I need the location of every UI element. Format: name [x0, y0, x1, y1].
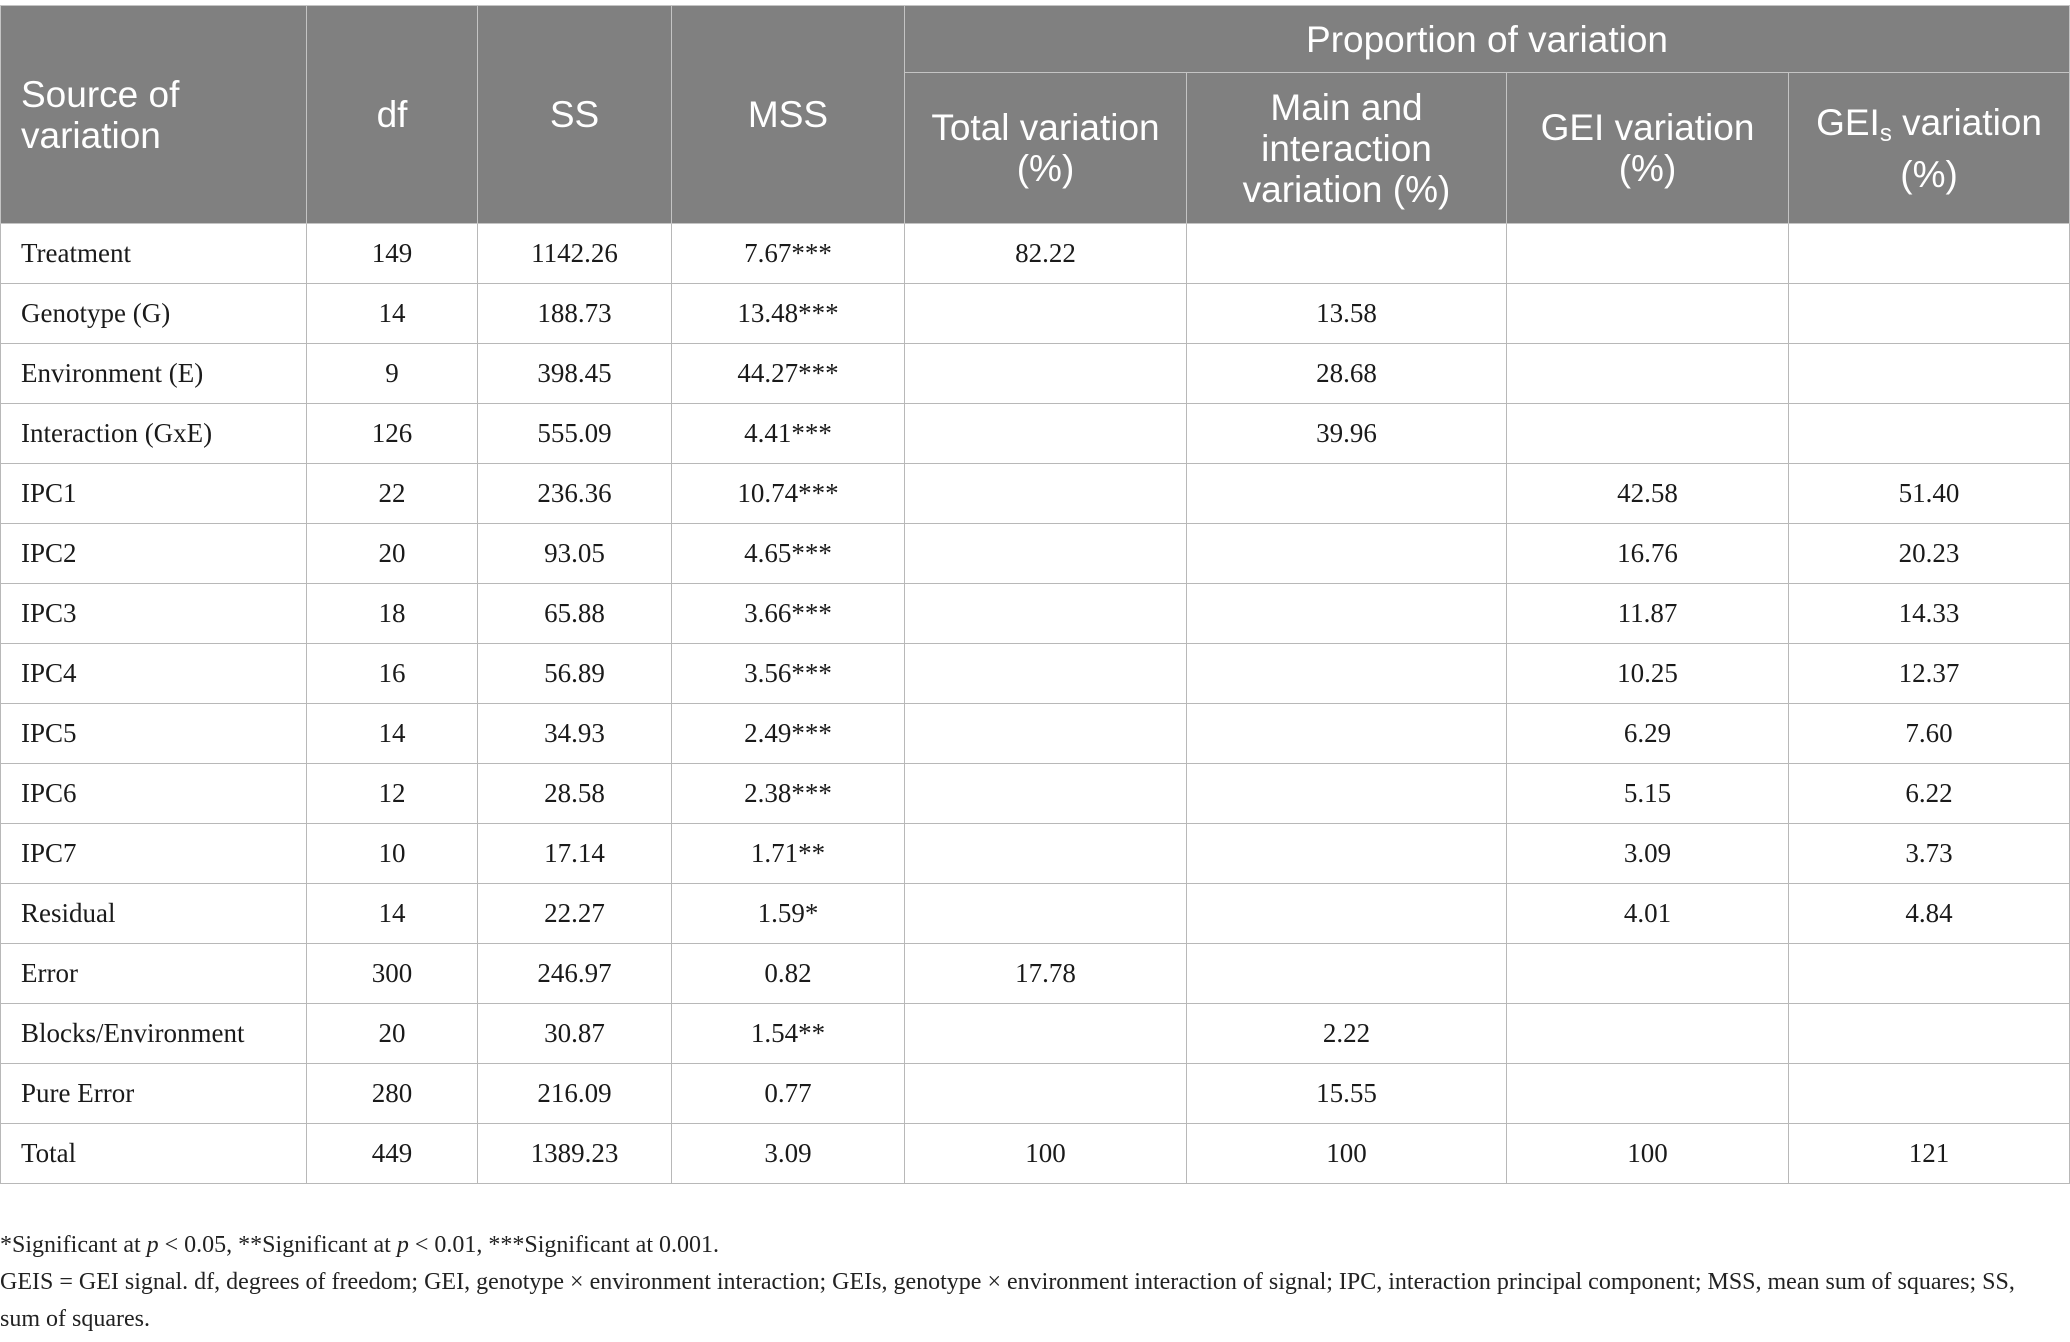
header-mss: MSS: [672, 6, 905, 224]
table-row: [1, 644, 2070, 704]
cell-total-variation: [905, 524, 1187, 584]
cell-df: 449: [307, 1124, 478, 1184]
cell-mss: 7.67***: [672, 224, 905, 284]
cell-mss: 3.56***: [672, 644, 905, 704]
cell-total-variation: 82.22: [905, 224, 1187, 284]
cell-main-interaction-variation: [1187, 584, 1507, 644]
cell-ss: 30.87: [478, 1004, 672, 1064]
table-row: [1, 584, 2070, 644]
cell-total-variation: [905, 584, 1187, 644]
cell-ss: 22.27: [478, 884, 672, 944]
geis-prefix: GEI: [1816, 101, 1880, 143]
cell-ss: 34.93: [478, 704, 672, 764]
cell-geis-variation: [1789, 404, 2070, 464]
cell-geis-variation: 6.22: [1789, 764, 2070, 824]
cell-ss: 398.45: [478, 344, 672, 404]
cell-total-variation: [905, 1064, 1187, 1124]
cell-mss: 1.71**: [672, 824, 905, 884]
cell-main-interaction-variation: [1187, 224, 1507, 284]
cell-ss: 65.88: [478, 584, 672, 644]
p-value-symbol: p: [396, 1232, 409, 1258]
table-row: [1, 1064, 2070, 1124]
cell-df: 280: [307, 1064, 478, 1124]
table-row: [1, 1124, 2070, 1184]
significance-footnote: [0, 1227, 2060, 1264]
cell-total-variation: [905, 284, 1187, 344]
cell-total-variation: 100: [905, 1124, 1187, 1184]
cell-mss: 10.74***: [672, 464, 905, 524]
table-row: [1, 344, 2070, 404]
cell-gei-variation: 3.09: [1507, 824, 1789, 884]
cell-df: 14: [307, 884, 478, 944]
table-row: [1, 944, 2070, 1004]
cell-mss: 3.66***: [672, 584, 905, 644]
cell-main-interaction-variation: 100: [1187, 1124, 1507, 1184]
geis-subscript: s: [1879, 119, 1892, 147]
cell-source: Treatment: [1, 224, 307, 284]
cell-total-variation: [905, 764, 1187, 824]
cell-main-interaction-variation: 2.22: [1187, 1004, 1507, 1064]
header-source: Source of variation: [1, 6, 307, 224]
cell-source: Interaction (GxE): [1, 404, 307, 464]
cell-df: 20: [307, 1004, 478, 1064]
cell-source: IPC6: [1, 764, 307, 824]
cell-geis-variation: 3.73: [1789, 824, 2070, 884]
cell-gei-variation: 11.87: [1507, 584, 1789, 644]
table-row: [1, 1004, 2070, 1064]
cell-main-interaction-variation: 39.96: [1187, 404, 1507, 464]
cell-source: Environment (E): [1, 344, 307, 404]
cell-gei-variation: 100: [1507, 1124, 1789, 1184]
cell-total-variation: 17.78: [905, 944, 1187, 1004]
cell-source: Total: [1, 1124, 307, 1184]
cell-ss: 17.14: [478, 824, 672, 884]
cell-main-interaction-variation: 13.58: [1187, 284, 1507, 344]
cell-mss: 1.54**: [672, 1004, 905, 1064]
cell-geis-variation: [1789, 344, 2070, 404]
cell-geis-variation: [1789, 1004, 2070, 1064]
cell-gei-variation: [1507, 1004, 1789, 1064]
anova-table: [0, 5, 2070, 1184]
cell-source: IPC1: [1, 464, 307, 524]
cell-ss: 93.05: [478, 524, 672, 584]
header-geis-variation: [1789, 73, 2070, 224]
cell-main-interaction-variation: [1187, 824, 1507, 884]
cell-mss: 0.77: [672, 1064, 905, 1124]
cell-source: Error: [1, 944, 307, 1004]
cell-geis-variation: [1789, 224, 2070, 284]
cell-geis-variation: [1789, 944, 2070, 1004]
cell-total-variation: [905, 824, 1187, 884]
cell-source: Blocks/Environment: [1, 1004, 307, 1064]
cell-df: 16: [307, 644, 478, 704]
cell-geis-variation: 14.33: [1789, 584, 2070, 644]
cell-main-interaction-variation: [1187, 944, 1507, 1004]
cell-gei-variation: 4.01: [1507, 884, 1789, 944]
cell-geis-variation: 20.23: [1789, 524, 2070, 584]
cell-geis-variation: [1789, 1064, 2070, 1124]
cell-mss: 2.38***: [672, 764, 905, 824]
table-row: [1, 404, 2070, 464]
cell-gei-variation: 6.29: [1507, 704, 1789, 764]
table-row: [1, 284, 2070, 344]
cell-ss: 28.58: [478, 764, 672, 824]
cell-geis-variation: 51.40: [1789, 464, 2070, 524]
cell-df: 126: [307, 404, 478, 464]
cell-total-variation: [905, 404, 1187, 464]
header-df: df: [307, 6, 478, 224]
anova-table-container: [0, 5, 2070, 1184]
cell-df: 14: [307, 704, 478, 764]
cell-gei-variation: [1507, 344, 1789, 404]
table-footnotes: [0, 1227, 2060, 1338]
cell-main-interaction-variation: [1187, 524, 1507, 584]
cell-ss: 1142.26: [478, 224, 672, 284]
header-proportion-group: Proportion of variation: [905, 6, 2070, 73]
cell-gei-variation: [1507, 284, 1789, 344]
cell-gei-variation: [1507, 944, 1789, 1004]
cell-mss: 3.09: [672, 1124, 905, 1184]
cell-geis-variation: 121: [1789, 1124, 2070, 1184]
cell-source: IPC7: [1, 824, 307, 884]
cell-df: 10: [307, 824, 478, 884]
cell-df: 300: [307, 944, 478, 1004]
cell-source: IPC2: [1, 524, 307, 584]
cell-main-interaction-variation: 15.55: [1187, 1064, 1507, 1124]
cell-gei-variation: 10.25: [1507, 644, 1789, 704]
cell-ss: 56.89: [478, 644, 672, 704]
cell-ss: 188.73: [478, 284, 672, 344]
cell-ss: 236.36: [478, 464, 672, 524]
cell-mss: 4.41***: [672, 404, 905, 464]
cell-df: 18: [307, 584, 478, 644]
cell-gei-variation: [1507, 224, 1789, 284]
cell-source: IPC3: [1, 584, 307, 644]
cell-ss: 216.09: [478, 1064, 672, 1124]
cell-source: IPC4: [1, 644, 307, 704]
cell-main-interaction-variation: [1187, 464, 1507, 524]
cell-ss: 555.09: [478, 404, 672, 464]
cell-geis-variation: 12.37: [1789, 644, 2070, 704]
cell-df: 20: [307, 524, 478, 584]
cell-mss: 44.27***: [672, 344, 905, 404]
header-ss: SS: [478, 6, 672, 224]
table-row: [1, 824, 2070, 884]
header-gei-variation: GEI variation (%): [1507, 73, 1789, 224]
footnote-text: < 0.01, ***Significant at 0.001.: [408, 1232, 719, 1258]
cell-ss: 1389.23: [478, 1124, 672, 1184]
table-row: [1, 224, 2070, 284]
cell-df: 12: [307, 764, 478, 824]
cell-df: 22: [307, 464, 478, 524]
geis-suffix: variation (%): [1891, 101, 2042, 195]
cell-gei-variation: [1507, 1064, 1789, 1124]
cell-main-interaction-variation: [1187, 704, 1507, 764]
abbreviations-footnote: GEIS = GEI signal. df, degrees of freedom; GEI, genotype × environment interaction; GEIs, genotype × environment interaction of signal; IPC, interaction principal component; MSS, mean sum of squares; SS, sum of squares.: [0, 1269, 2015, 1332]
footnote-text: < 0.05, **Significant at: [158, 1232, 397, 1258]
cell-geis-variation: 7.60: [1789, 704, 2070, 764]
cell-df: 149: [307, 224, 478, 284]
p-value-symbol: p: [146, 1232, 159, 1258]
table-body: [1, 224, 2070, 1184]
cell-geis-variation: [1789, 284, 2070, 344]
cell-ss: 246.97: [478, 944, 672, 1004]
table-header: [1, 6, 2070, 224]
cell-mss: 13.48***: [672, 284, 905, 344]
footnote-text: *Significant at: [0, 1232, 147, 1258]
cell-df: 14: [307, 284, 478, 344]
cell-gei-variation: 16.76: [1507, 524, 1789, 584]
cell-mss: 1.59*: [672, 884, 905, 944]
cell-total-variation: [905, 344, 1187, 404]
cell-main-interaction-variation: 28.68: [1187, 344, 1507, 404]
cell-main-interaction-variation: [1187, 764, 1507, 824]
table-row: [1, 464, 2070, 524]
cell-total-variation: [905, 464, 1187, 524]
cell-total-variation: [905, 1004, 1187, 1064]
cell-mss: 2.49***: [672, 704, 905, 764]
table-row: [1, 764, 2070, 824]
cell-total-variation: [905, 644, 1187, 704]
cell-source: Genotype (G): [1, 284, 307, 344]
cell-mss: 4.65***: [672, 524, 905, 584]
cell-mss: 0.82: [672, 944, 905, 1004]
table-row: [1, 524, 2070, 584]
cell-total-variation: [905, 884, 1187, 944]
cell-source: Pure Error: [1, 1064, 307, 1124]
table-row: [1, 704, 2070, 764]
cell-gei-variation: 42.58: [1507, 464, 1789, 524]
cell-gei-variation: [1507, 404, 1789, 464]
cell-main-interaction-variation: [1187, 884, 1507, 944]
cell-source: Residual: [1, 884, 307, 944]
table-row: [1, 884, 2070, 944]
cell-gei-variation: 5.15: [1507, 764, 1789, 824]
cell-source: IPC5: [1, 704, 307, 764]
header-total-variation: Total variation (%): [905, 73, 1187, 224]
cell-main-interaction-variation: [1187, 644, 1507, 704]
cell-total-variation: [905, 704, 1187, 764]
cell-df: 9: [307, 344, 478, 404]
cell-geis-variation: 4.84: [1789, 884, 2070, 944]
header-main-interaction-variation: Main and interaction variation (%): [1187, 73, 1507, 224]
